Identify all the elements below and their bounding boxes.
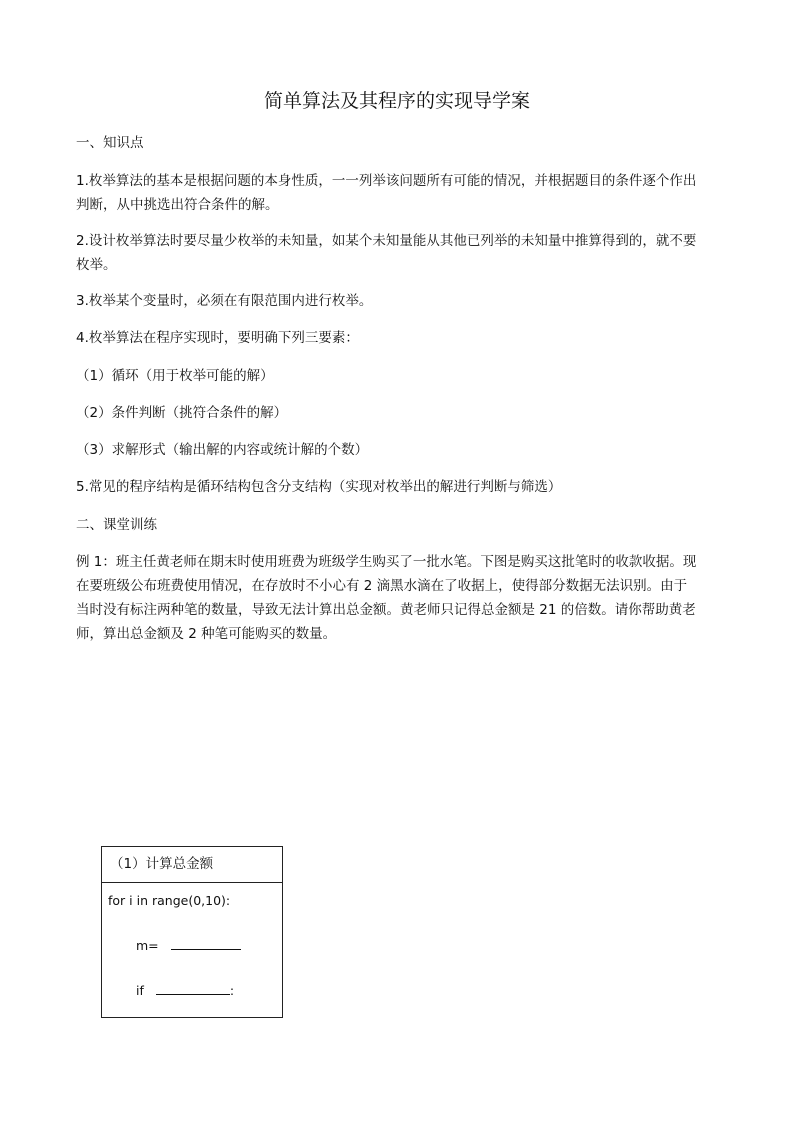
text-line: 2.设计枚举算法时要尽量少枚举的未知量，如某个未知量能从其他已列举的未知量中推算得到的，就不要 — [76, 233, 697, 249]
knowledge-point-3: 3.枚举某个变量时，必须在有限范围内进行枚举。 — [76, 293, 373, 309]
knowledge-point-5: 5.常见的程序结构是循环结构包含分支结构（实现对枚举出的解进行判断与筛选） — [76, 479, 562, 495]
code-box — [101, 846, 283, 1018]
code-box-heading: （1）计算总金额 — [102, 847, 282, 883]
page-title: 简单算法及其程序的实现导学案 — [263, 90, 530, 112]
code-line-if — [136, 982, 234, 998]
text-line: 1.枚举算法的基本是根据问题的本身性质，一一列举该问题所有可能的情况，并根据题目的条件逐个作出 — [76, 173, 697, 189]
text-line: 判断，从中挑选出符合条件的解。 — [76, 197, 279, 213]
text-line: 当时没有标注两种笔的数量，导致无法计算出总金额。黄老师只记得总金额是 21 的倍数。请你帮助黄老 — [76, 602, 696, 618]
code-line-assign — [136, 937, 241, 953]
code-colon: : — [229, 983, 235, 998]
element-condition: （2）条件判断（挑符合条件的解） — [76, 405, 288, 421]
knowledge-point-2 — [76, 229, 726, 277]
assign-blank[interactable] — [171, 937, 241, 950]
knowledge-point-1 — [76, 169, 726, 217]
text-line: 师，算出总金额及 2 种笔可能购买的数量。 — [76, 626, 337, 642]
knowledge-point-4: 4.枚举算法在程序实现时，要明确下列三要素： — [76, 330, 359, 346]
element-loop: （1）循环（用于枚举可能的解） — [76, 368, 274, 384]
section-heading-training: 二、课堂训练 — [76, 517, 157, 533]
code-assign-label: m= — [136, 938, 159, 953]
code-if-label: if — [136, 983, 144, 998]
text-line: 例 1：班主任黄老师在期末时使用班费为班级学生购买了一批水笔。下图是购买这批笔时的收款收据。现 — [76, 554, 697, 570]
example-1-text — [76, 550, 726, 646]
code-line-for: for i in range(0,10): — [108, 893, 231, 908]
element-solution-form: （3）求解形式（输出解的内容或统计解的个数） — [76, 442, 369, 458]
text-line: 枚举。 — [76, 257, 117, 273]
text-line: 在要班级公布班费使用情况，在存放时不小心有 2 滴黑水滴在了收据上，使得部分数据无法识别。由于 — [76, 578, 688, 594]
section-heading-knowledge: 一、知识点 — [76, 135, 144, 151]
condition-blank[interactable] — [156, 982, 230, 995]
